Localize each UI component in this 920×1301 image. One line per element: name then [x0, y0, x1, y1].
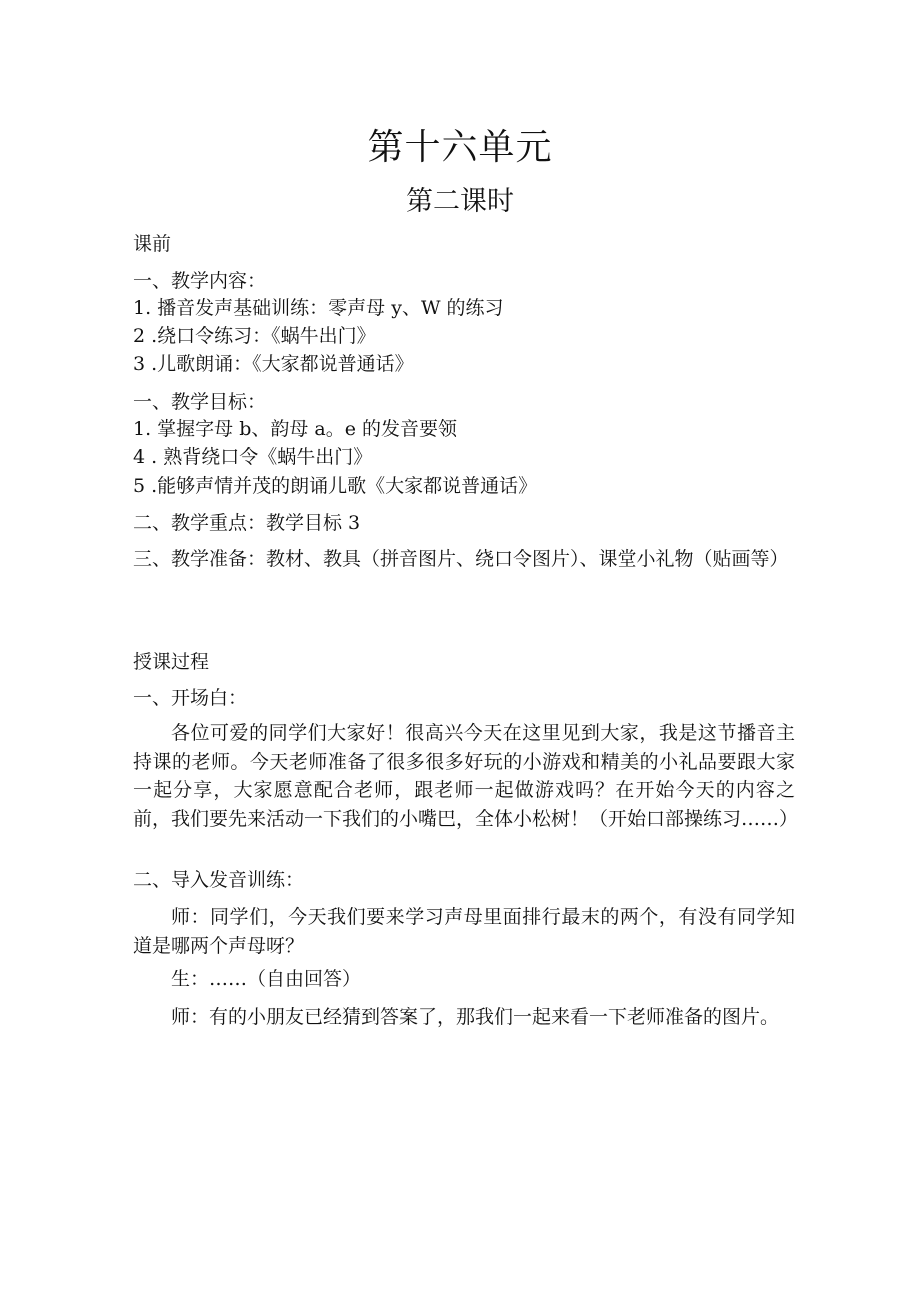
content-item: 2 .绕口令练习：《蜗牛出门》 [133, 325, 376, 347]
goal-item: 1. 掌握字母 b、韵母 a。e 的发音要领 [133, 418, 458, 440]
page-title: 第十六单元 [367, 127, 553, 168]
dialogue-line: 生：……（自由回答） [171, 968, 362, 990]
goal-item: 5 .能够声情并茂的朗诵儿歌《大家都说普通话》 [133, 475, 538, 497]
goals-heading: 一、教学目标： [133, 391, 267, 413]
content-item: 1. 播音发声基础训练：零声母 y、W 的练习 [133, 297, 504, 319]
dialogue-line: 师：有的小朋友已经猜到答案了，那我们一起来看一下老师准备的图片。 [171, 1006, 780, 1028]
opening-heading: 一、开场白： [133, 687, 248, 709]
section-heading-process: 授课过程 [133, 651, 210, 673]
teaching-prep: 三、教学准备：教材、教具（拼音图片、绕口令图片）、课堂小礼物（贴画等） [133, 548, 789, 570]
content-heading: 一、教学内容： [133, 270, 267, 292]
page-subtitle: 第二课时 [406, 186, 514, 217]
opening-paragraph: 各位可爱的同学们大家好！很高兴今天在这里见到大家，我是这节播音主持课的老师。今天老师准备了很多很多好玩的小游戏和精美的小礼品要跟大家一起分享，大家愿意配合老师，跟老师一起做游戏吗？在开始今天的内容之前，我们要先来活动一下我们的小嘴巴，全体小松树！（开始口部操练习……） [133, 722, 799, 830]
dialogue-line: 师：同学们，今天我们要来学习声母里面排行最末的两个，有没有同学知道是哪两个声母呀？ [133, 906, 795, 957]
goal-item: 4 . 熟背绕口令《蜗牛出门》 [133, 446, 373, 468]
training-heading: 二、导入发音训练： [133, 869, 305, 891]
section-heading-before-class: 课前 [133, 233, 172, 255]
content-item: 3 .儿歌朗诵：《大家都说普通话》 [133, 353, 414, 375]
teaching-focus: 二、教学重点：教学目标 3 [133, 512, 361, 534]
